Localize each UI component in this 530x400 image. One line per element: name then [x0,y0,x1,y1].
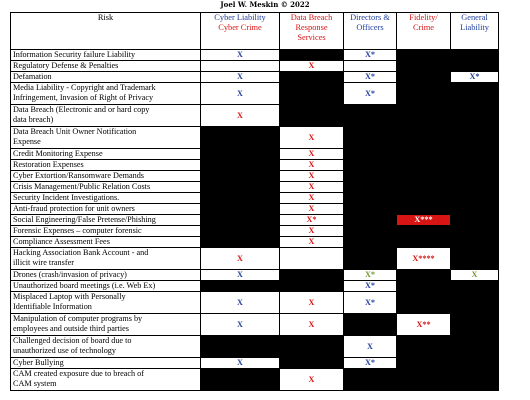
coverage-cell-cyber [201,292,280,314]
table-row [11,281,499,292]
risk-label-line: Identifiable Information [13,302,92,311]
coverage-mark: X [237,110,243,120]
risk-label [11,50,201,61]
coverage-mark: X [308,297,315,307]
coverage-cell-cyber [201,182,280,193]
coverage-cell-gl [451,314,499,336]
coverage-mark: X [237,358,243,367]
table-row [11,358,499,369]
coverage-mark: X* [469,72,480,81]
risk-label [11,127,201,149]
coverage-cell-breach [280,50,344,61]
coverage-cell-gl [451,270,499,281]
coverage-cell-dno [344,182,397,193]
risk-label [11,237,201,248]
coverage-cell-cyber [201,237,280,248]
coverage-cell-cyber [201,72,280,83]
coverage-cell-dno [344,237,397,248]
coverage-cell-breach [280,336,344,358]
coverage-mark: X [237,50,243,59]
risk-label [11,248,201,270]
coverage-cell-cyber [201,226,280,237]
coverage-cell-fidelity [397,127,451,149]
coverage-mark: X* [364,72,375,81]
coverage-cell-gl [451,204,499,215]
header-cyber-liability [201,13,280,50]
risk-label [11,369,201,391]
coverage-cell-breach [280,193,344,204]
coverage-cell-dno [344,336,397,358]
coverage-mark: X [471,270,478,279]
coverage-mark: X* [364,270,375,279]
coverage-cell-dno [344,314,397,336]
coverage-mark: X [237,88,243,98]
risk-label-line: Infringement, Invasion of Right of Privacy [13,93,154,102]
risk-label-line: Anti-fraud protection for unit owners [13,204,135,213]
coverage-cell-cyber [201,61,280,72]
table-row [11,61,499,72]
coverage-mark: X [308,226,315,235]
coverage-cell-fidelity [397,105,451,127]
coverage-cell-gl [451,237,499,248]
risk-label-line: Cyber Extortion/Ransomware Demands [13,171,144,180]
coverage-cell-dno [344,204,397,215]
coverage-cell-gl [451,215,499,226]
coverage-cell-fidelity [397,160,451,171]
risk-label-line: Forensic Expenses – computer forensic [13,226,142,235]
risk-label-line: CAM created exposure due to breach of [13,369,144,378]
risk-label [11,83,201,105]
coverage-cell-dno [344,369,397,391]
coverage-mark: X* [364,50,375,59]
coverage-cell-dno [344,270,397,281]
coverage-mark: X [308,160,315,169]
coverage-cell-gl [451,248,499,270]
risk-label [11,160,201,171]
coverage-cell-fidelity [397,248,451,270]
header-cyber-line-2: Cyber Crime [218,23,262,32]
coverage-mark: X* [364,281,375,290]
risk-label [11,105,201,127]
coverage-mark: X [237,72,243,81]
coverage-cell-cyber [201,281,280,292]
coverage-cell-breach [280,270,344,281]
coverage-cell-gl [451,358,499,369]
coverage-cell-gl [451,127,499,149]
coverage-cell-breach [280,314,344,336]
coverage-cell-dno [344,281,397,292]
coverage-mark: X [308,132,315,142]
coverage-cell-fidelity [397,61,451,72]
coverage-cell-fidelity [397,314,451,336]
coverage-cell-dno [344,171,397,182]
coverage-cell-fidelity [397,237,451,248]
table-row [11,270,499,281]
coverage-cell-cyber [201,149,280,160]
coverage-cell-cyber [201,248,280,270]
coverage-cell-fidelity [397,171,451,182]
coverage-mark: X [237,270,243,279]
risk-label-line: CAM system [13,379,57,388]
risk-label-line: unauthorized use of technology [13,346,116,355]
coverage-mark: X [308,204,315,213]
coverage-mark: X**** [412,253,435,263]
coverage-cell-breach [280,127,344,149]
risk-label [11,72,201,83]
risk-label-line: illicit wire transfer [13,258,74,267]
coverage-mark: X** [416,319,431,329]
table-row [11,215,499,226]
coverage-mark: X [237,297,243,307]
risk-label-line: Expense [13,137,41,146]
coverage-cell-dno [344,105,397,127]
coverage-cell-dno [344,292,397,314]
coverage-cell-dno [344,193,397,204]
coverage-cell-cyber [201,50,280,61]
table-row [11,83,499,105]
coverage-cell-breach [280,83,344,105]
coverage-cell-gl [451,369,499,391]
coverage-cell-breach [280,248,344,270]
coverage-cell-fidelity [397,369,451,391]
coverage-mark: X*** [414,215,433,224]
table-row [11,193,499,204]
coverage-mark: X* [364,88,375,98]
coverage-cell-cyber [201,193,280,204]
coverage-cell-cyber [201,336,280,358]
coverage-cell-fidelity [397,292,451,314]
coverage-cell-cyber [201,314,280,336]
coverage-cell-fidelity [397,336,451,358]
coverage-cell-breach [280,149,344,160]
coverage-cell-breach [280,160,344,171]
risk-label [11,61,201,72]
coverage-cell-fidelity [397,215,451,226]
coverage-cell-gl [451,336,499,358]
risk-label-line: Social Engineering/False Pretense/Phishing [13,215,156,224]
table-row [11,72,499,83]
coverage-cell-cyber [201,369,280,391]
coverage-mark: X [308,319,315,329]
coverage-cell-gl [451,193,499,204]
coverage-cell-dno [344,50,397,61]
risk-label-line: Data Breach (Electronic and or hard copy [13,105,150,114]
coverage-cell-gl [451,61,499,72]
risk-label-line: Media Liability - Copyright and Trademark [13,83,156,92]
coverage-mark: X [308,149,315,158]
risk-label-line: Credit Monitoring Expense [13,149,103,158]
coverage-cell-gl [451,292,499,314]
coverage-mark: X [237,319,243,329]
coverage-cell-breach [280,105,344,127]
coverage-cell-fidelity [397,226,451,237]
coverage-cell-cyber [201,127,280,149]
coverage-cell-fidelity [397,358,451,369]
coverage-mark: X* [364,358,375,367]
coverage-cell-dno [344,72,397,83]
author-credit: Joel W. Meskin © 2022 [220,0,310,9]
header-data-breach: Data Breach Response Services [280,13,344,50]
coverage-cell-fidelity [397,204,451,215]
risk-label [11,204,201,215]
coverage-cell-cyber [201,171,280,182]
coverage-cell-dno [344,61,397,72]
risk-label-line: data breach) [13,115,54,124]
risk-label-line: Crisis Management/Public Relation Costs [13,182,151,191]
coverage-cell-breach [280,226,344,237]
header-directors-officers: Directors & Officers [344,13,397,50]
coverage-cell-fidelity [397,270,451,281]
coverage-cell-breach [280,171,344,182]
coverage-table [10,12,499,391]
coverage-mark: X [308,182,315,191]
coverage-cell-dno [344,226,397,237]
coverage-cell-cyber [201,358,280,369]
coverage-cell-breach [280,215,344,226]
coverage-mark: X [308,171,315,180]
coverage-cell-gl [451,83,499,105]
risk-label-line: Regulatory Defense & Penalties [13,61,119,70]
coverage-cell-dno [344,248,397,270]
risk-label [11,215,201,226]
coverage-cell-fidelity [397,182,451,193]
coverage-mark: X [308,374,315,384]
header-cyber-line-1: Cyber Liability [214,13,266,22]
coverage-cell-cyber [201,160,280,171]
risk-label-line: Cyber Bullying [13,358,64,367]
table-row [11,292,499,314]
risk-label-line: Misplaced Laptop with Personally [13,292,126,301]
table-row [11,160,499,171]
coverage-mark: X [367,341,373,351]
table-row [11,149,499,160]
risk-label-line: Manipulation of computer programs by [13,314,143,323]
table-row [11,50,499,61]
risk-label-line: employees and outside third parties [13,324,129,333]
coverage-cell-cyber [201,204,280,215]
coverage-cell-breach [280,237,344,248]
coverage-cell-gl [451,182,499,193]
coverage-cell-cyber [201,105,280,127]
coverage-cell-fidelity [397,83,451,105]
risk-label-line: Data Breach Unit Owner Notification [13,127,137,136]
table-row [11,336,499,358]
coverage-cell-gl [451,171,499,182]
coverage-cell-dno [344,127,397,149]
coverage-cell-dno [344,358,397,369]
coverage-cell-fidelity [397,50,451,61]
table-row [11,127,499,149]
risk-label-line: Security Incident Investigations. [13,193,120,202]
table-row [11,226,499,237]
coverage-cell-dno [344,160,397,171]
coverage-cell-gl [451,281,499,292]
coverage-cell-breach [280,61,344,72]
table-row [11,182,499,193]
header-row [11,13,499,50]
risk-label [11,292,201,314]
risk-label [11,182,201,193]
table-row [11,248,499,270]
coverage-cell-cyber [201,83,280,105]
coverage-cell-fidelity [397,149,451,160]
coverage-cell-gl [451,160,499,171]
coverage-cell-breach [280,358,344,369]
risk-label-line: Drones (crash/invasion of privacy) [13,270,127,279]
risk-label [11,281,201,292]
coverage-cell-cyber [201,215,280,226]
table-row [11,171,499,182]
risk-label [11,226,201,237]
header-general-liability: General Liability [451,13,499,50]
coverage-cell-breach [280,204,344,215]
coverage-mark: X* [306,215,317,224]
table-row [11,204,499,215]
coverage-cell-gl [451,105,499,127]
risk-label [11,314,201,336]
table-row [11,314,499,336]
header-risk: Risk [11,13,201,50]
coverage-cell-breach [280,72,344,83]
coverage-cell-dno [344,83,397,105]
risk-label-line: Challenged decision of board due to [13,336,132,345]
header-fidelity-crime: Fidelity/ Crime [397,13,451,50]
coverage-cell-gl [451,226,499,237]
risk-label [11,171,201,182]
coverage-mark: X [237,253,243,263]
risk-label [11,336,201,358]
coverage-mark: X [308,193,315,202]
coverage-cell-gl [451,72,499,83]
table-row [11,237,499,248]
risk-label-line: Compliance Assessment Fees [13,237,110,246]
coverage-cell-dno [344,215,397,226]
table-row [11,369,499,391]
coverage-mark: X* [364,297,375,307]
coverage-cell-breach [280,369,344,391]
risk-label [11,358,201,369]
coverage-cell-gl [451,149,499,160]
coverage-cell-cyber [201,270,280,281]
risk-label [11,193,201,204]
coverage-cell-dno [344,149,397,160]
risk-label [11,149,201,160]
coverage-cell-fidelity [397,193,451,204]
risk-label-line: Information Security failure Liability [13,50,136,59]
risk-label-line: Hacking Association Bank Account - and [13,248,149,257]
coverage-cell-fidelity [397,281,451,292]
coverage-mark: X [308,61,315,70]
risk-label-line: Unauthorized board meetings (i.e. Web Ex) [13,281,156,290]
coverage-cell-breach [280,182,344,193]
risk-label-line: Restoration Expenses [13,160,84,169]
coverage-cell-breach [280,292,344,314]
risk-label [11,270,201,281]
coverage-cell-gl [451,50,499,61]
risk-label-line: Defamation [13,72,52,81]
coverage-cell-fidelity [397,72,451,83]
table-row [11,105,499,127]
coverage-cell-breach [280,281,344,292]
coverage-mark: X [308,237,315,246]
